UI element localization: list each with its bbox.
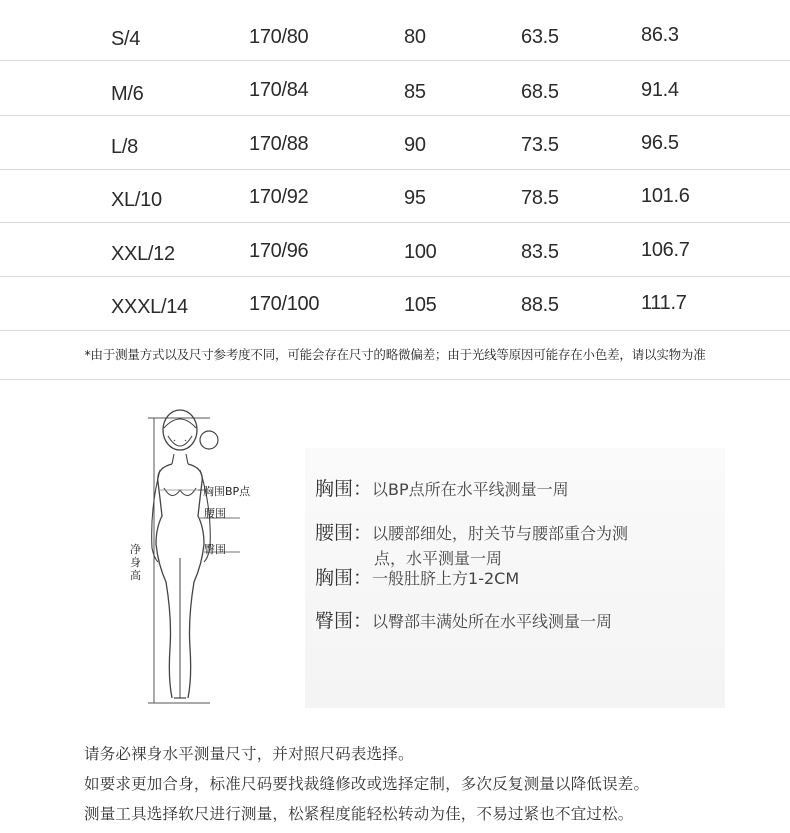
body-figure <box>120 398 290 718</box>
bust-bp-label: 胸围BP点 <box>203 485 251 498</box>
table-row <box>0 0 790 61</box>
value-cell: 68.5 <box>521 81 559 103</box>
value-cell: 88.5 <box>521 294 559 316</box>
value-cell: 96.5 <box>641 132 679 154</box>
measure-desc: 一般肚脐上方1-2CM <box>372 569 520 588</box>
waist-label: 腰围 <box>204 507 226 520</box>
height-bust-cell: 170/96 <box>249 240 309 262</box>
value-cell: 63.5 <box>521 26 559 48</box>
value-cell: 95 <box>404 187 426 209</box>
size-table <box>0 0 790 330</box>
hip-label: 臀围 <box>204 543 226 556</box>
value-cell: 101.6 <box>641 185 690 207</box>
measure-item-waist <box>315 518 628 545</box>
value-cell: 91.4 <box>641 79 679 101</box>
measure-desc: 以腰部细处，肘关节与腰部重合为测 <box>372 524 629 543</box>
height-bust-cell: 170/88 <box>249 133 309 155</box>
measure-desc: 以BP点所在水平线测量一周 <box>372 480 569 499</box>
measure-desc: 以臀部丰满处所在水平线测量一周 <box>372 612 613 631</box>
table-row <box>0 223 790 277</box>
value-cell: 80 <box>404 26 426 48</box>
table-row <box>0 170 790 223</box>
size-cell: XXL/12 <box>111 243 175 265</box>
measure-desc: 点，水平测量一周 <box>374 549 503 568</box>
value-cell: 83.5 <box>521 241 559 263</box>
height-bust-cell: 170/92 <box>249 186 309 208</box>
disclaimer-note: *由于测量方式以及尺寸参考度不同，可能会存在尺寸的略微偏差；由于光线等原因可能存在小色差，请以实物为准 <box>0 330 790 380</box>
table-row <box>0 116 790 170</box>
value-cell: 90 <box>404 134 426 156</box>
value-cell: 86.3 <box>641 24 679 46</box>
size-cell: XXXL/14 <box>111 296 188 318</box>
measure-item-hip <box>315 606 612 633</box>
value-cell: 73.5 <box>521 134 559 156</box>
size-cell: L/8 <box>111 136 138 158</box>
value-cell: 111.7 <box>641 292 687 314</box>
size-cell: S/4 <box>111 28 141 50</box>
height-bust-cell: 170/84 <box>249 79 309 101</box>
body-outline-illustration <box>120 398 290 718</box>
instruction-line: 如要求更加合身，标准尺码要找裁缝修改或选择定制，多次反复测量以降低误差。 <box>84 775 650 793</box>
table-row <box>0 277 790 330</box>
instruction-line: 测量工具选择软尺进行测量，松紧程度能轻松转动为佳，不易过紧也不宜过松。 <box>84 805 634 823</box>
size-cell: XL/10 <box>111 189 162 211</box>
table-row <box>0 61 790 116</box>
value-cell: 105 <box>404 294 437 316</box>
height-label: 净身高 <box>130 543 141 582</box>
measure-item-bust-2 <box>315 563 519 590</box>
value-cell: 100 <box>404 241 437 263</box>
measure-key: 臀围： <box>315 610 373 632</box>
measure-key: 腰围： <box>315 522 373 544</box>
value-cell: 85 <box>404 81 426 103</box>
height-bust-cell: 170/80 <box>249 26 309 48</box>
size-cell: M/6 <box>111 83 144 105</box>
instruction-line: 请务必裸身水平测量尺寸，并对照尺码表选择。 <box>84 745 414 763</box>
measure-item-bust <box>315 474 569 501</box>
height-bust-cell: 170/100 <box>249 293 320 315</box>
measure-key: 胸围： <box>315 478 373 500</box>
value-cell: 106.7 <box>641 239 690 261</box>
measure-key: 胸围： <box>315 567 373 589</box>
value-cell: 78.5 <box>521 187 559 209</box>
